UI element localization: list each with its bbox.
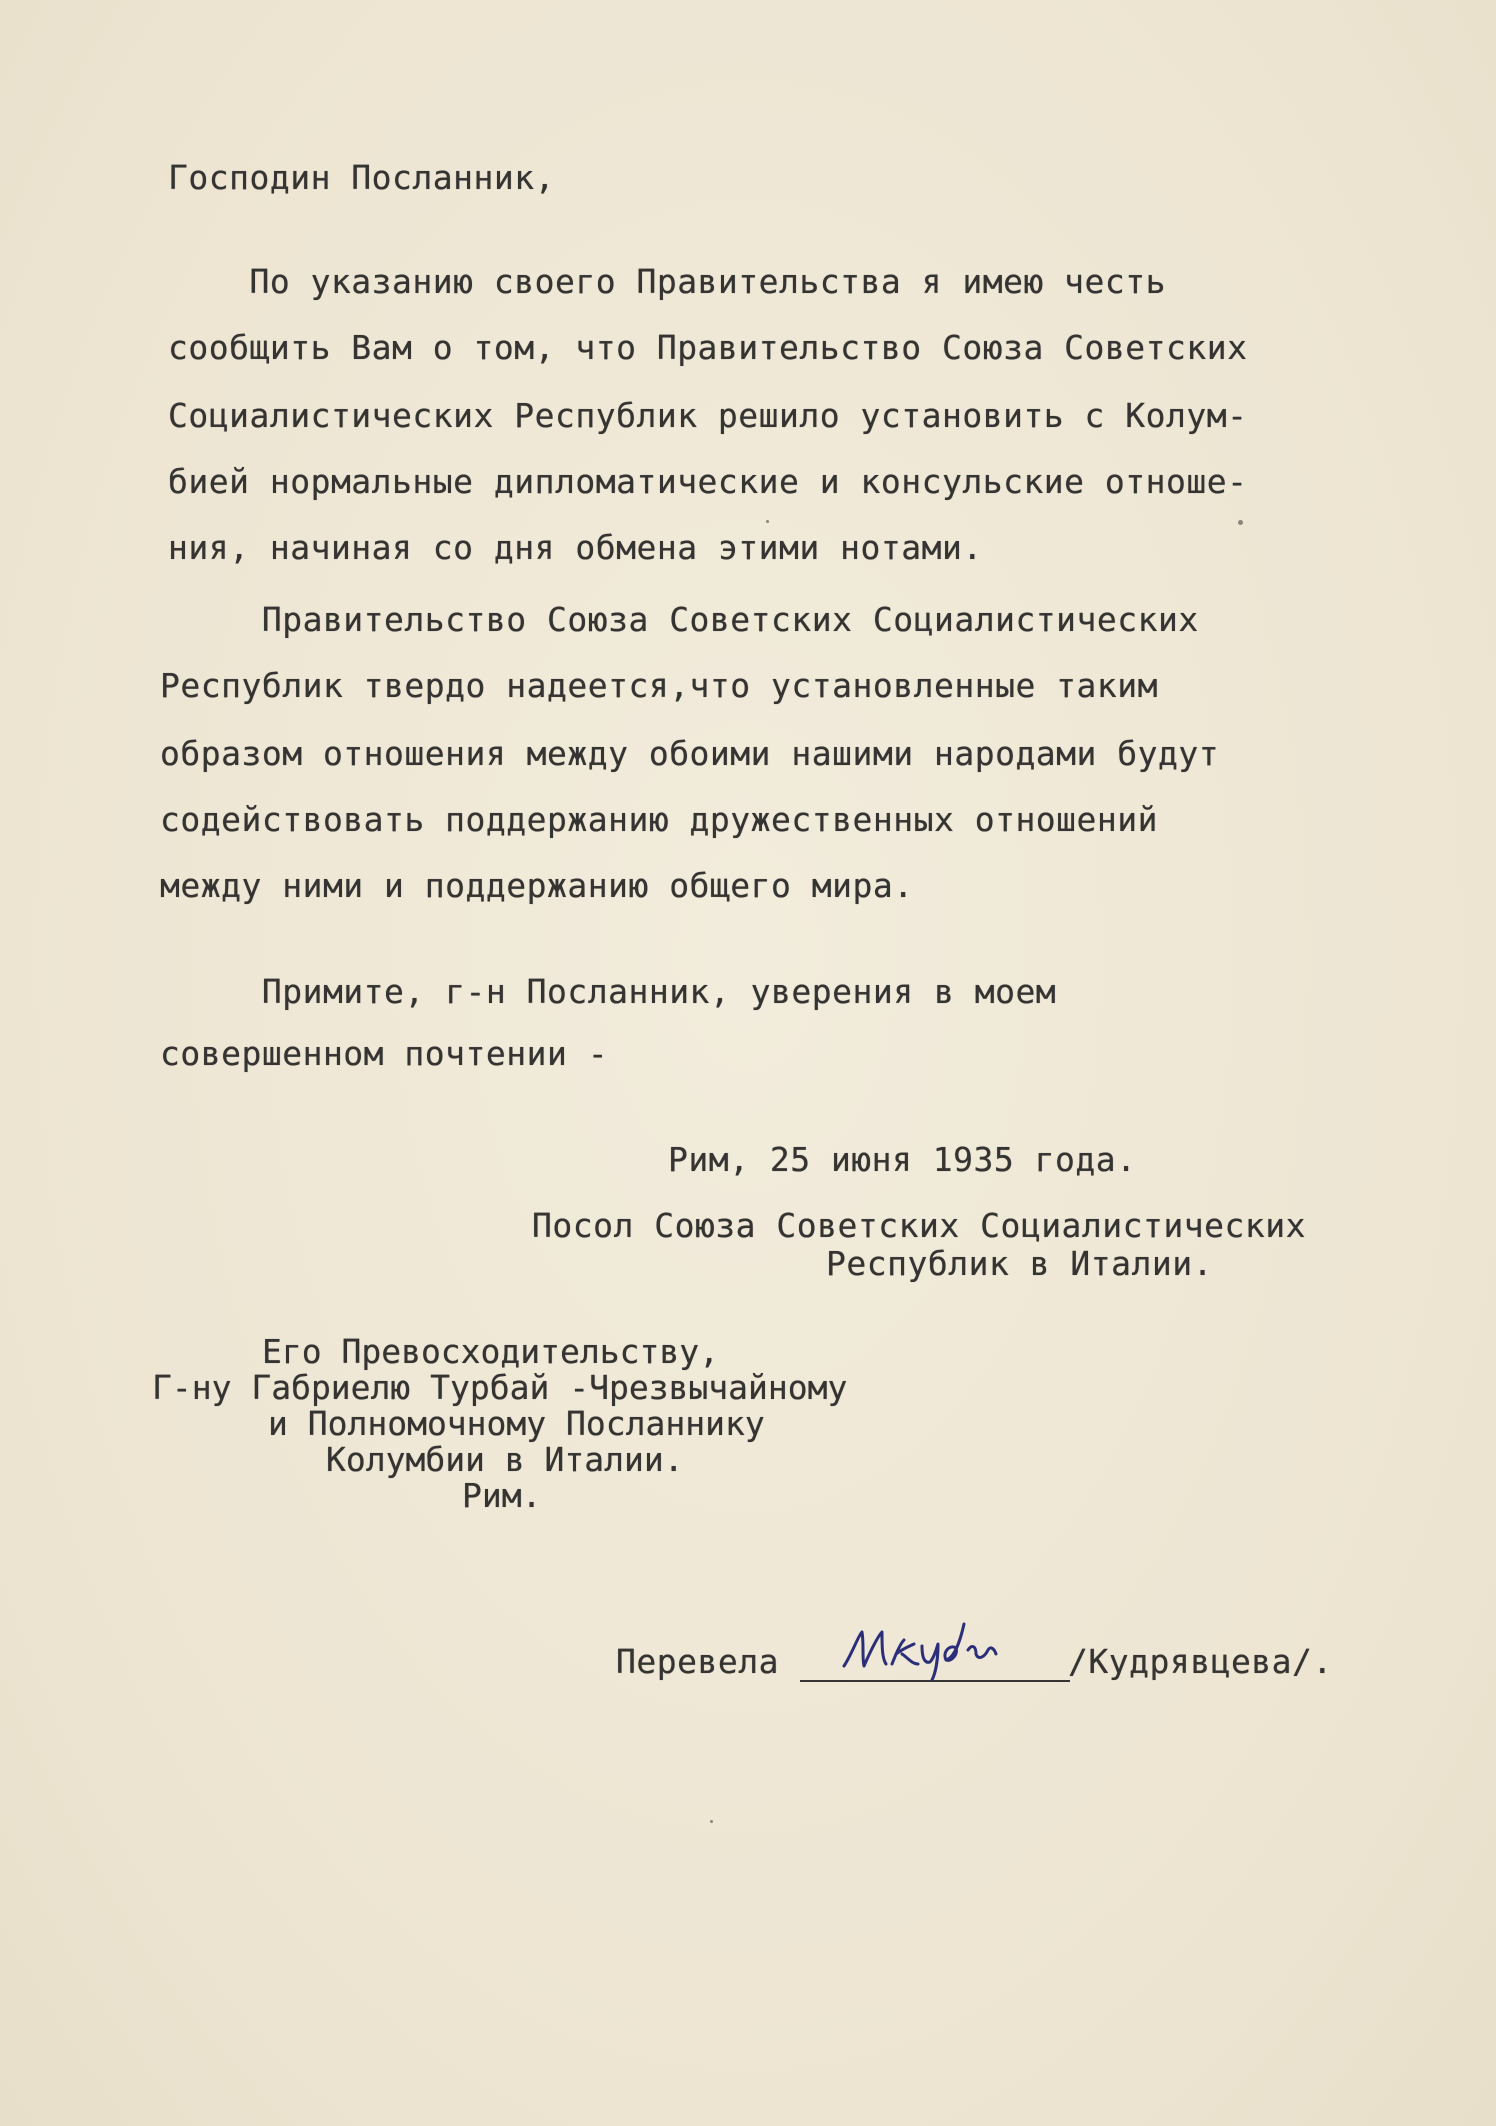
paragraph-2-line: Правительство Союза Советских Социалистических	[160, 600, 1199, 639]
addressee-line: Г-ну Габриелю Турбай -Чрезвычайному	[152, 1368, 848, 1407]
paper-speck	[1238, 520, 1243, 525]
paragraph-1-line: По указанию своего Правительства я имею честь	[168, 262, 1167, 301]
place-date: Рим, 25 июня 1935 года.	[668, 1140, 1137, 1179]
addressee-line: Колумбии в Италии.	[326, 1440, 684, 1479]
paragraph-1-line: сообщить Вам о том, что Правительство Союза Советских	[168, 328, 1248, 367]
paragraph-2	[160, 600, 1360, 905]
paragraph-1	[168, 262, 1368, 567]
signatory-title: Посол Союза Советских Социалистических	[532, 1206, 1306, 1245]
salutation: Господин Посланник,	[168, 158, 555, 197]
addressee-line: и Полномочному Посланнику	[268, 1404, 765, 1443]
paragraph-1-line: ния, начиная со дня обмена этими нотами.	[168, 528, 983, 567]
addressee-line: Его Превосходительству,	[262, 1332, 719, 1371]
handwritten-signature	[838, 1614, 1068, 1684]
paragraph-2-line: Республик твердо надеется,что установленные таким	[160, 666, 1159, 705]
paragraph-1-line: бией нормальные дипломатические и консульские отноше-	[168, 462, 1248, 501]
closing-formula	[160, 972, 1057, 1132]
closing-line: совершенном почтении -	[160, 1034, 609, 1073]
signatory-title-cont: Республик в Италии.	[826, 1244, 1213, 1283]
closing-line: Примите, г-н Посланник, уверения в моем	[160, 972, 1057, 1011]
paper-speck	[766, 520, 769, 523]
translator-label: Перевела	[616, 1642, 779, 1681]
addressee-line: Рим.	[462, 1476, 542, 1515]
translator-name: /Кудрявцева/.	[1068, 1642, 1333, 1681]
paragraph-1-line: Социалистических Республик решило установить с Колум-	[168, 396, 1248, 435]
paper-speck	[710, 1820, 713, 1823]
paragraph-2-line: содействовать поддержанию дружественных отношений	[160, 800, 1159, 839]
paragraph-2-line: между ними и поддержанию общего мира.	[160, 866, 914, 905]
paragraph-2-line: образом отношения между обоими нашими народами будут	[160, 734, 1220, 773]
